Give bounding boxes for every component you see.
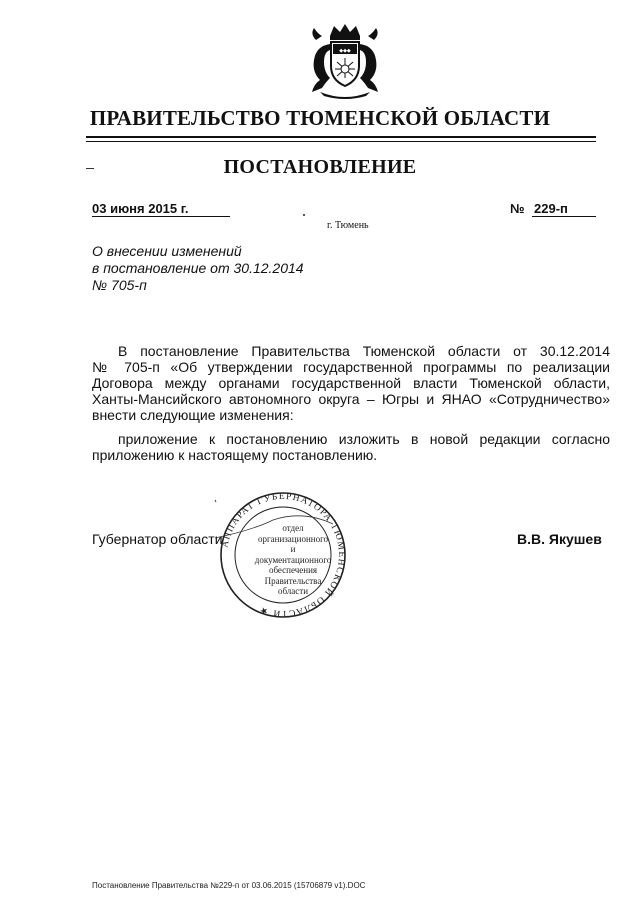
stamp-inner-text bbox=[253, 523, 333, 597]
svg-text:АППАРАТ ГУБЕРНАТОРА ТЮМЕНСКОЙ: АППАРАТ ГУБЕРНАТОРА ТЮМЕНСКОЙ ОБЛАСТИ ★ bbox=[220, 491, 347, 619]
stamp-line: Правительства bbox=[264, 575, 322, 586]
document-date: 03 июня 2015 г. bbox=[92, 201, 189, 216]
signatory-title: Губернатор области bbox=[92, 531, 223, 547]
date-underline bbox=[92, 216, 230, 217]
tyumen-coat-of-arms-icon bbox=[300, 22, 390, 100]
svg-text:◆◆◆: ◆◆◆ bbox=[339, 48, 351, 54]
stamp-line: области bbox=[277, 586, 309, 596]
header-rule-thick bbox=[86, 136, 596, 138]
subject-line: № 705-п bbox=[92, 277, 147, 293]
scan-dot bbox=[303, 214, 305, 216]
body-line: № 705-п «Об утверждении государственной программы по реализации bbox=[92, 359, 610, 375]
subject-line: в постановление от 30.12.2014 bbox=[92, 260, 304, 276]
body-line: приложению к настоящему постановлению. bbox=[92, 447, 378, 463]
organization-title: ПРАВИТЕЛЬСТВО ТЮМЕНСКОЙ ОБЛАСТИ bbox=[89, 106, 551, 130]
body-line: приложение к постановлению изложить в новой редакции согласно bbox=[118, 431, 610, 447]
signatory-name: В.В. Якушев bbox=[517, 531, 602, 547]
stamp-line: документационного bbox=[254, 554, 332, 565]
document-subject bbox=[92, 243, 304, 294]
stamp-line: отдел bbox=[282, 523, 304, 533]
body-line: Договора между органами государственной власти Тюменской области, bbox=[92, 375, 610, 391]
document-city: г. Тюмень bbox=[327, 220, 369, 231]
stamp-line: и bbox=[290, 544, 296, 554]
number-sign: № bbox=[510, 201, 525, 216]
footer-filename: Постановление Правительства №229-п от 03.06.2015 (15706879 v1).DOC bbox=[92, 881, 366, 890]
subject-line: О внесении изменений bbox=[92, 243, 242, 259]
body-paragraph-1 bbox=[92, 343, 610, 423]
body-line: Ханты-Мансийского автономного округа – Югры и ЯНАО «Сотрудничество» bbox=[92, 391, 610, 407]
body-paragraph-2 bbox=[92, 431, 610, 463]
document-type-title: ПОСТАНОВЛЕНИЕ bbox=[223, 156, 417, 178]
stamp-line: обеспечения bbox=[268, 565, 318, 575]
body-line: внести следующие изменения: bbox=[92, 407, 294, 423]
number-underline bbox=[532, 216, 596, 217]
document-number: 229-п bbox=[534, 201, 568, 216]
header-rule-thin bbox=[86, 141, 596, 142]
stamp-line: организационного bbox=[257, 533, 329, 544]
body-line: В постановление Правительства Тюменской области от 30.12.2014 bbox=[118, 343, 610, 359]
